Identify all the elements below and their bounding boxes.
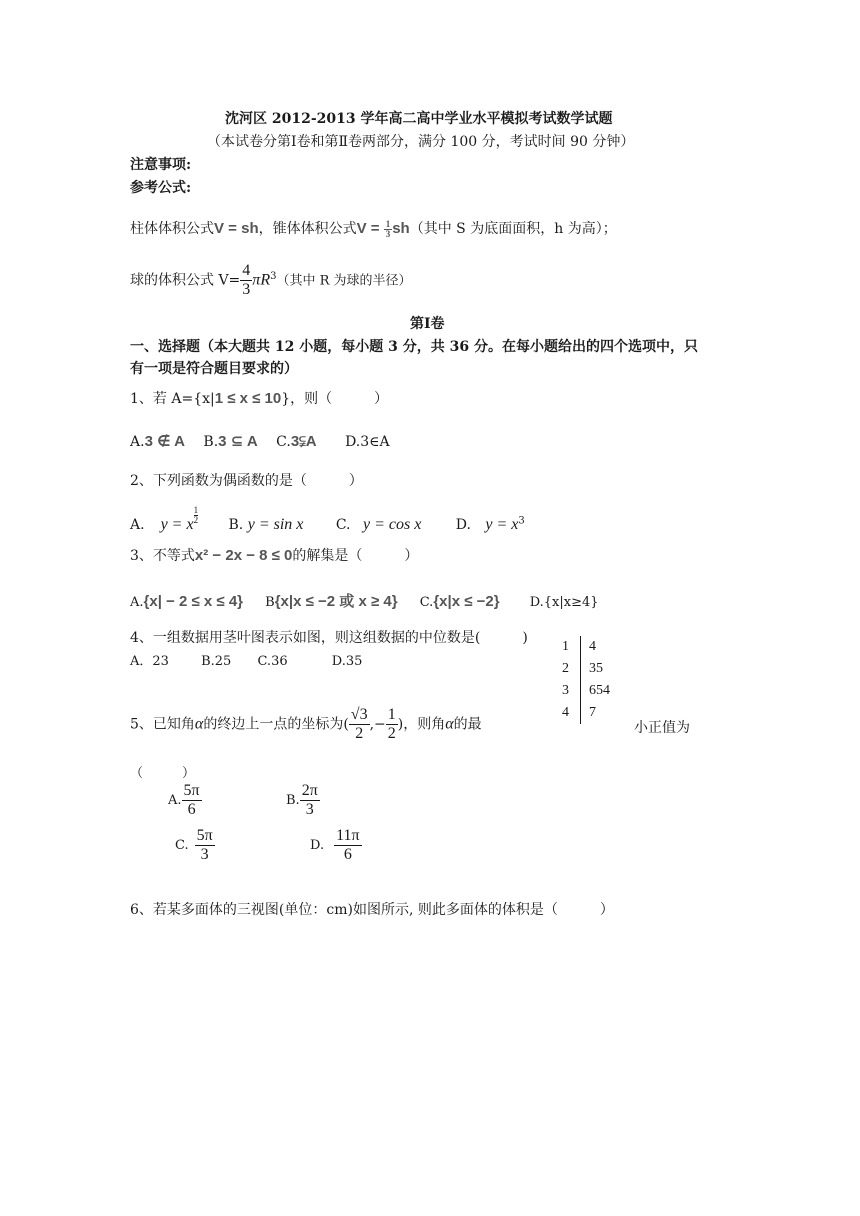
- leaf-values: 4: [580, 636, 596, 658]
- fraction-denominator: 6: [187, 801, 196, 818]
- stem-value: 4: [562, 705, 569, 720]
- question-text: 的解集是（ ）: [292, 548, 419, 564]
- question-2-options: [130, 506, 525, 534]
- option-fraction: [195, 827, 215, 864]
- stem-leaf-row: [562, 636, 610, 658]
- fraction-denominator: 6: [343, 846, 352, 863]
- option-math: y = x: [160, 515, 194, 533]
- formula-math: πR: [252, 271, 271, 289]
- option-label: A.: [130, 434, 145, 450]
- section-heading: 第Ⅰ卷: [410, 316, 445, 332]
- option-math: y = x: [485, 515, 519, 533]
- formula-label: 参考公式:: [130, 180, 192, 196]
- option-c: C.36: [257, 654, 288, 669]
- fraction-denominator: 3: [385, 228, 391, 239]
- fraction-numerator: √3: [350, 706, 368, 723]
- question-fraction: [349, 706, 370, 743]
- option-math: 3 ∉ A: [144, 433, 185, 450]
- option-fraction: [334, 827, 361, 864]
- question-math: α: [194, 715, 204, 733]
- fraction-numerator: 1: [387, 706, 396, 723]
- question-text: −: [374, 716, 386, 733]
- option-b: B.25: [201, 654, 232, 669]
- stem-value: 1: [562, 639, 569, 654]
- option-d: [456, 517, 525, 533]
- option-label: D.: [310, 838, 325, 853]
- formula-sphere: [130, 262, 412, 299]
- option-a: [130, 505, 199, 533]
- option-a: [130, 434, 185, 450]
- option-d: D.35: [331, 654, 363, 669]
- option-math: {x| − 2 ≤ x ≤ 4}: [143, 593, 244, 610]
- question-math: 1 ≤ x ≤ 10: [214, 390, 282, 407]
- option-label: C.: [175, 838, 189, 853]
- question-text: )，则角: [397, 716, 446, 733]
- fraction-denominator: 2: [193, 515, 199, 525]
- question-5-paren: （ ）: [130, 766, 196, 781]
- question-text: 的最: [453, 716, 482, 733]
- fraction-denominator: 3: [200, 846, 209, 863]
- fraction-denominator: 3: [305, 801, 314, 818]
- option-label: C.: [335, 516, 351, 533]
- fraction-numerator: 1: [385, 218, 391, 229]
- option-label: B.: [228, 516, 244, 533]
- question-1-options: [130, 432, 390, 450]
- fraction-numerator: 1: [193, 505, 199, 515]
- option-a: [168, 782, 202, 819]
- option-c: [175, 827, 215, 864]
- option-math: y = sin x: [247, 515, 304, 533]
- question-math: α: [445, 715, 454, 733]
- option-math: {x|x ≤ −2 或 x ≥ 4}: [274, 593, 398, 610]
- leaf-values: 35: [580, 658, 603, 680]
- question-1-stem: [130, 388, 388, 408]
- stem-value: 3: [562, 683, 569, 698]
- option-fraction: [300, 782, 320, 819]
- option-math: {x|x ≤ −2}: [433, 593, 500, 610]
- option-d: [310, 827, 362, 864]
- question-text: 1、若 A={x|: [130, 391, 215, 407]
- part-heading: 一、选择题（本大题共 12 小题，每小题 3 分，共 36 分。在每小题给出的四个选项中，只: [130, 339, 698, 355]
- option-label: B.: [203, 434, 219, 450]
- option-b: [286, 782, 320, 819]
- option-exponent: 3: [518, 515, 525, 526]
- option-label: A.: [130, 516, 145, 533]
- option-a: [130, 595, 243, 610]
- option-fraction: [182, 782, 202, 819]
- leaf-values: 654: [580, 680, 610, 702]
- fraction-denominator: 2: [387, 725, 396, 742]
- option-label: C.: [276, 434, 291, 450]
- formula-math: V =: [356, 220, 384, 237]
- question-text: }，则（ ）: [281, 391, 389, 407]
- option-c: [420, 595, 500, 610]
- fraction-numerator: 5π: [183, 782, 200, 799]
- option-a: A．23: [130, 654, 169, 669]
- formula-fraction: [240, 262, 252, 299]
- question-3-options: [130, 590, 599, 611]
- formula-text: 柱体体积公式: [130, 221, 214, 237]
- formula-math: V = sh: [214, 220, 259, 237]
- leaf-values: 7: [580, 702, 596, 724]
- formula-text: ，锥体体积公式: [258, 221, 357, 237]
- question-5-stem-cont: 小正值为: [634, 720, 690, 736]
- option-label: A.: [168, 793, 182, 808]
- question-6-stem: 6、若某多面体的三视图(单位：cm)如图所示, 则此多面体的体积是（ ）: [130, 902, 614, 918]
- fraction-exponent: [194, 506, 199, 525]
- question-text: ,: [369, 716, 375, 733]
- option-c: [336, 517, 421, 533]
- option-c: [276, 434, 316, 450]
- fraction-denominator: 2: [355, 725, 364, 742]
- option-b: [203, 434, 257, 450]
- fraction-numerator: 11π: [336, 827, 360, 844]
- formula-text: 球的体积公式 V=: [130, 272, 241, 289]
- option-b: [229, 517, 304, 533]
- option-d: D.{x|x≥4}: [529, 595, 599, 610]
- question-fraction: [386, 706, 398, 743]
- question-text: 3、不等式: [130, 548, 195, 564]
- question-math: x² − 2x − 8 ≤ 0: [194, 547, 293, 564]
- option-label: C.: [419, 595, 434, 610]
- formula-text: （其中 R 为球的半径）: [276, 273, 412, 289]
- fraction-numerator: 2π: [301, 782, 318, 799]
- option-math: 3⫋A: [290, 433, 317, 450]
- question-5-stem: [130, 706, 482, 743]
- question-2-stem: 2、下列函数为偶函数的是（ ）: [130, 473, 363, 489]
- question-4-options: [130, 650, 362, 669]
- exam-subtitle: （本试卷分第Ⅰ卷和第Ⅱ卷两部分，满分 100 分，考试时间 90 分钟）: [207, 134, 635, 150]
- formula-text: （其中 S 为底面面积，h 为高）；: [409, 221, 617, 237]
- fraction-denominator: 3: [242, 281, 251, 298]
- formula-fraction: [384, 220, 393, 239]
- part-heading-cont: 有一项是符合题目要求的）: [130, 361, 298, 377]
- option-label: A.: [130, 595, 144, 610]
- option-label: B: [265, 595, 275, 610]
- stem-value: 2: [562, 661, 569, 676]
- option-b: [265, 595, 397, 610]
- stem-leaf-row: [562, 680, 610, 702]
- formula-math: sh: [392, 220, 410, 237]
- question-4-stem: 4、一组数据用茎叶图表示如图，则这组数据的中位数是( ): [130, 630, 528, 646]
- question-text: 5、已知角: [130, 716, 195, 733]
- option-math: 3 ⊆ A: [218, 433, 258, 450]
- question-text: 的终边上一点的坐标为(: [203, 716, 349, 733]
- option-d: D.3∈A: [345, 434, 390, 450]
- option-math: y = cos x: [362, 515, 422, 533]
- stem-leaf-plot: [562, 636, 610, 724]
- option-label: B.: [286, 793, 300, 808]
- stem-leaf-row: [562, 702, 610, 724]
- formula-exponent: 3: [270, 270, 277, 282]
- notice-label: 注意事项:: [130, 157, 192, 173]
- question-3-stem: [130, 545, 418, 565]
- fraction-numerator: 5π: [196, 827, 213, 844]
- formula-prism-cone: [130, 218, 617, 239]
- exam-title: 沈河区 2012-2013 学年高二高中学业水平模拟考试数学试题: [225, 111, 613, 127]
- stem-leaf-row: [562, 658, 610, 680]
- option-label: D.: [455, 516, 471, 533]
- fraction-numerator: 4: [242, 262, 251, 279]
